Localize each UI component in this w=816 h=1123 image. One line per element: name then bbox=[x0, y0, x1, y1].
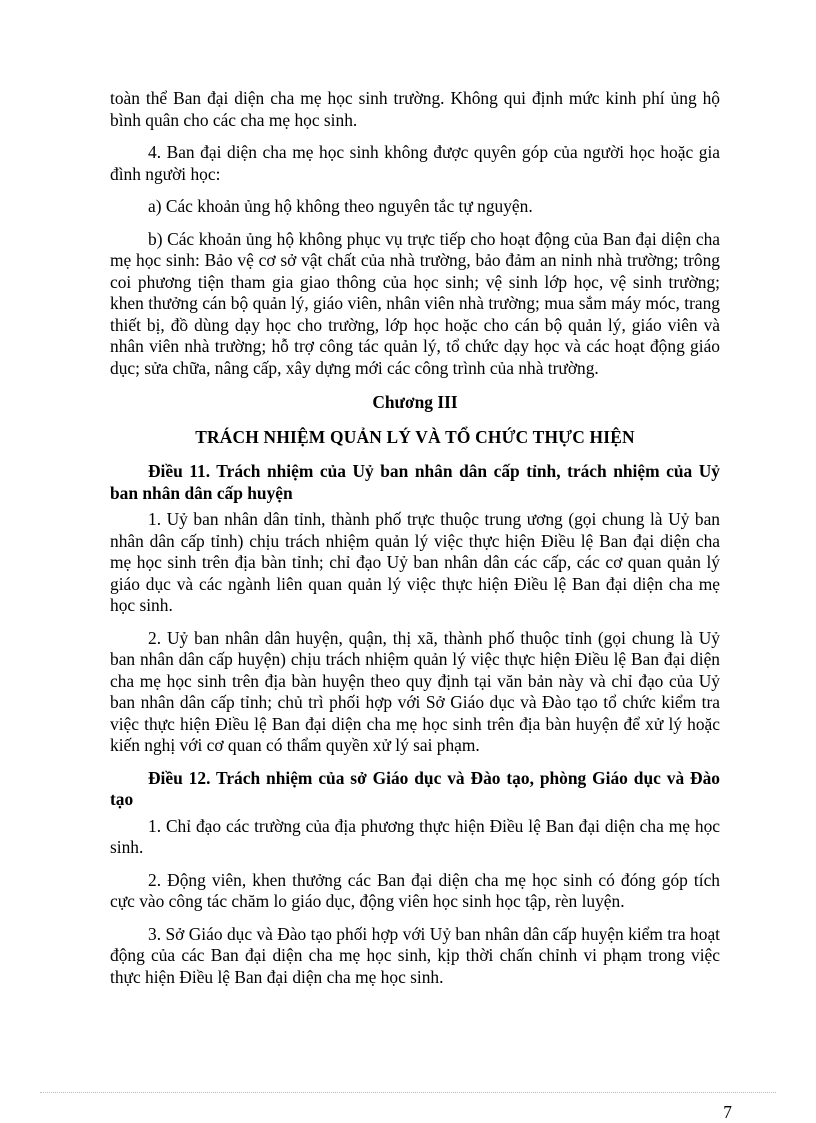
article-12-item-1: 1. Chỉ đạo các trường của địa phương thực hiện Điều lệ Ban đại diện cha mẹ học sinh. bbox=[110, 815, 720, 857]
paragraph-item-4b: b) Các khoản ủng hộ không phục vụ trực tiếp cho hoạt động của Ban đại diện cha mẹ học sinh: Bảo vệ cơ sở vật chất của nhà trường, bảo đảm an ninh nhà trường; trông coi phương tiện tham gia giao thông của học sinh; vệ sinh lớp học, vệ sinh trường; khen thưởng cán bộ quản lý, giáo viên, nhân viên nhà trường; mua sắm máy móc, trang thiết bị, đồ dùng dạy học cho trường, lớp học hoặc cho cán bộ quản lý, giáo viên và nhân viên nhà trường; hỗ trợ công tác quản lý, tổ chức dạy học và các hoạt động giáo dục; sửa chữa, nâng cấp, xây dựng mới các công trình của nhà trường. bbox=[110, 228, 720, 378]
article-12-item-3: 3. Sở Giáo dục và Đào tạo phối hợp với Uỷ ban nhân dân cấp huyện kiểm tra hoạt động của các Ban đại diện cha mẹ học sinh, kịp thời chấn chỉnh vi phạm trong việc thực hiện Điều lệ Ban đại diện cha mẹ học sinh. bbox=[110, 923, 720, 987]
paragraph-item-4: 4. Ban đại diện cha mẹ học sinh không được quyên góp của người học hoặc gia đình người học: bbox=[110, 142, 720, 184]
article-12-heading: Điều 12. Trách nhiệm của sở Giáo dục và Đào tạo, phòng Giáo dục và Đào tạo bbox=[110, 767, 720, 809]
document-page bbox=[110, 88, 720, 999]
paragraph-item-4a: a) Các khoản ủng hộ không theo nguyên tắc tự nguyện. bbox=[148, 196, 533, 216]
article-11-item-1: 1. Uỷ ban nhân dân tỉnh, thành phố trực thuộc trung ương (gọi chung là Uỷ ban nhân dân cấp tỉnh) chịu trách nhiệm quản lý việc thực hiện Điều lệ Ban đại diện cha mẹ học sinh trên địa bàn tỉnh; chỉ đạo Uỷ ban nhân dân các cấp, các cơ quan quản lý giáo dục và các ngành liên quan quản lý việc thực hiện Điều lệ Ban đại diện cha mẹ học sinh. bbox=[110, 509, 720, 615]
article-11-item-2: 2. Uỷ ban nhân dân huyện, quận, thị xã, thành phố thuộc tỉnh (gọi chung là Uỷ ban nhân dân cấp huyện) chịu trách nhiệm quản lý việc thực hiện Điều lệ Ban đại diện cha mẹ học sinh trên địa bàn huyện theo quy định tại văn bản này và chỉ đạo của Uỷ ban nhân dân cấp tỉnh; chủ trì phối hợp với Sở Giáo dục và Đào tạo tổ chức kiểm tra việc thực hiện Điều lệ Ban đại diện cha mẹ học sinh trên địa bàn huyện để xử lý hoặc kiến nghị với cơ quan có thẩm quyền xử lý sai phạm. bbox=[110, 627, 720, 755]
page-number: 7 bbox=[723, 1102, 732, 1122]
footer-divider bbox=[40, 1092, 776, 1093]
article-11-heading: Điều 11. Trách nhiệm của Uỷ ban nhân dân cấp tỉnh, trách nhiệm của Uỷ ban nhân dân cấp huyện bbox=[110, 461, 720, 503]
chapter-title: TRÁCH NHIỆM QUẢN LÝ VÀ TỔ CHỨC THỰC HIỆN bbox=[195, 426, 635, 447]
article-12-item-2: 2. Động viên, khen thưởng các Ban đại diện cha mẹ học sinh có đóng góp tích cực vào công tác chăm lo giáo dục, động viên học sinh học tập, rèn luyện. bbox=[110, 869, 720, 911]
paragraph-continued: toàn thể Ban đại diện cha mẹ học sinh trường. Không qui định mức kinh phí ủng hộ bình quân cho các cha mẹ học sinh. bbox=[110, 88, 720, 130]
chapter-number: Chương III bbox=[372, 392, 458, 412]
